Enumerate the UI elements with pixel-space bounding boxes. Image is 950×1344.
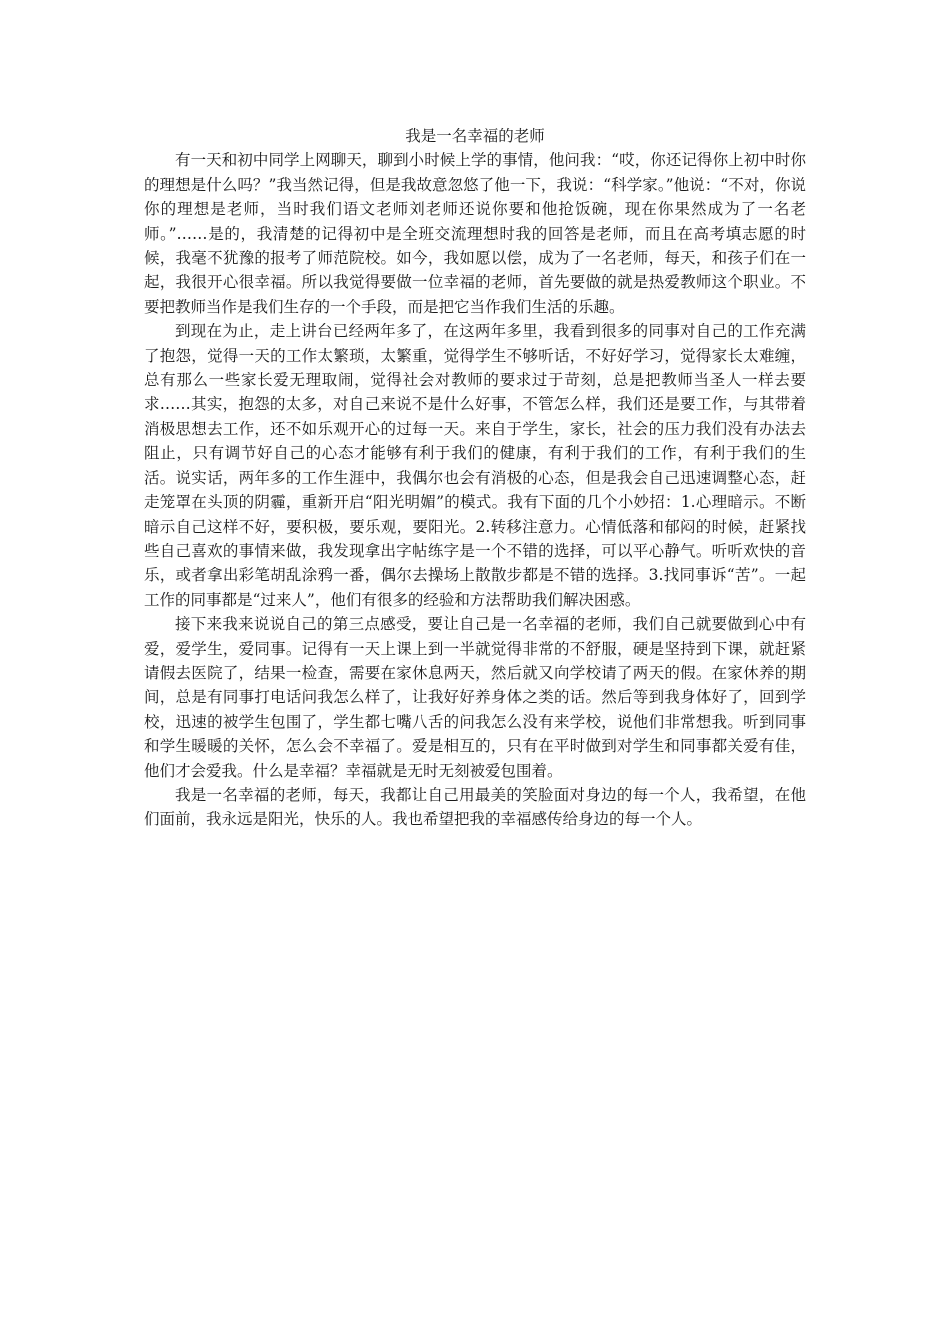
paragraph-1: 有一天和初中同学上网聊天，聊到小时候上学的事情，他问我：“哎，你还记得你上初中时你的理想是什么吗？”我当然记得，但是我故意忽悠了他一下，我说：“科学家。”他说：“不对，你说你的理想是老师，当时我们语文老师刘老师还说你要和他抢饭碗，现在你果然成为了一名老师。”……是的，我清楚的记得初中是全班交流理想时我的回答是老师，而且在高考填志愿的时候，我毫不犹豫的报考了师范院校。如今，我如愿以偿，成为了一名老师，每天，和孩子们在一起，我很开心很幸福。所以我觉得要做一位幸福的老师，首先要做的就是热爱教师这个职业。不要把教师当作是我们生存的一个手段，而是把它当作我们生活的乐趣。 [144,151,806,316]
paragraph-2: 到现在为止，走上讲台已经两年多了，在这两年多里，我看到很多的同事对自己的工作充满了抱怨，觉得一天的工作太繁琐，太繁重，觉得学生不够听话，不好好学习，觉得家长太难缠，总有那么一些家长爱无理取闹，觉得社会对教师的要求过于苛刻，总是把教师当圣人一样去要求……其实，抱怨的太多，对自己来说不是什么好事，不管怎么样，我们还是要工作，与其带着消极思想去工作，还不如乐观开心的过每一天。来自于学生，家长，社会的压力我们没有办法去阻止，只有调节好自己的心态才能够有利于我们的健康，有利于我们的工作，有利于我们的生活。说实话，两年多的工作生涯中，我偶尔也会有消极的心态，但是我会自己迅速调整心态，赶走笼罩在头顶的阴霾，重新开启“阳光明媚”的模式。我有下面的几个小妙招：1.心理暗示。不断暗示自己这样不好，要积极，要乐观，要阳光。2.转移注意力。心情低落和郁闷的时候，赶紧找些自己喜欢的事情来做，我发现拿出字帖练字是一个不错的选择，可以平心静气。听听欢快的音乐，或者拿出彩笔胡乱涂鸦一番，偶尔去操场上散散步都是不错的选择。3.找同事诉“苦”。一起工作的同事都是“过来人”，他们有很多的经验和方法帮助我们解决困惑。 [144,322,806,609]
paragraph-4: 我是一名幸福的老师，每天，我都让自己用最美的笑脸面对身边的每一个人，我希望，在他们面前，我永远是阳光，快乐的人。我也希望把我的幸福感传给身边的每一个人。 [144,785,806,829]
document-title: 我是一名幸福的老师 [405,127,545,145]
paragraph-3: 接下来我来说说自己的第三点感受，要让自己是一名幸福的老师，我们自己就要做到心中有爱，爱学生，爱同事。记得有一天上课上到一半就觉得非常的不舒服，硬是坚持到下课，就赶紧请假去医院了，结果一检查，需要在家休息两天，然后就又向学校请了两天的假。在家休养的期间，总是有同事打电话问我怎么样了，让我好好养身体之类的话。然后等到我身体好了，回到学校，迅速的被学生包围了，学生都七嘴八舌的问我怎么没有来学校，说他们非常想我。听到同事和学生暖暖的关怀，怎么会不幸福了。爱是相互的，只有在平时做到对学生和同事都关爱有佳，他们才会爱我。什么是幸福？幸福就是无时无刻被爱包围着。 [144,615,806,780]
document-body [144,124,806,832]
